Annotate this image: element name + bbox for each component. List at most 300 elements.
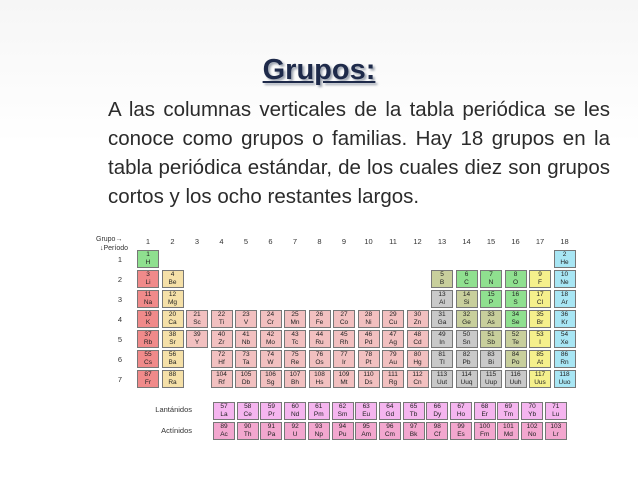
atomic-number: 38 [168,331,177,338]
element-cell [426,422,448,440]
element-cell [431,290,453,308]
element-cell [529,290,551,308]
element-cell [554,290,576,308]
element-cell [554,330,576,348]
atomic-number: 52 [511,331,520,338]
element-cell [456,350,478,368]
element-cell [431,310,453,328]
element-cell [308,402,330,420]
element-cell [162,370,184,388]
element-cell [505,370,527,388]
element-cell [162,350,184,368]
element-symbol: Tm [503,410,514,418]
element-cell [426,402,448,420]
element-symbol: Mg [167,298,178,306]
element-symbol: Sc [193,318,201,326]
atomic-number: 85 [536,351,544,358]
element-symbol: Po [511,358,520,366]
element-cell [284,310,306,328]
atomic-number: 88 [168,371,177,378]
atomic-number: 53 [536,331,544,338]
atomic-number: 108 [314,371,325,378]
atomic-number: 100 [479,423,491,430]
element-cell [284,350,306,368]
atomic-number: 31 [438,311,446,318]
element-symbol: Es [457,430,465,438]
element-cell [213,422,235,440]
element-cell [332,422,354,440]
atomic-number: 70 [528,403,536,410]
atomic-number: 80 [413,351,422,358]
element-cell [309,370,331,388]
atomic-number: 96 [386,423,394,430]
atomic-number: 71 [552,403,560,410]
element-symbol: Sm [337,410,348,418]
element-symbol: Ne [560,278,569,286]
element-symbol: As [487,318,495,326]
element-cell [260,422,282,440]
element-cell [211,310,233,328]
lanthanides-label: Lantánidos [155,405,192,414]
element-cell [137,270,159,288]
element-symbol: Hg [413,358,422,366]
atomic-number: 65 [409,403,418,410]
atomic-number: 36 [560,311,569,318]
atomic-number: 37 [144,331,152,338]
element-symbol: Ni [365,318,372,326]
atomic-number: 61 [315,403,323,410]
element-cell [260,310,282,328]
atomic-number: 112 [412,371,423,378]
element-cell [456,310,478,328]
element-cell [554,310,576,328]
element-symbol: Ru [315,338,324,346]
element-cell [474,422,496,440]
atomic-number: 40 [217,331,226,338]
group-number: 15 [486,237,496,246]
element-symbol: Rh [339,338,349,346]
element-cell [554,370,576,388]
element-symbol: W [267,358,274,366]
atomic-number: 105 [240,371,252,378]
atomic-number: 34 [511,311,520,318]
atomic-number: 1 [146,251,150,258]
element-symbol: He [560,258,569,266]
element-symbol: Li [145,278,151,286]
atomic-number: 8 [513,271,518,278]
element-symbol: Ta [242,358,250,366]
element-symbol: Md [503,430,513,438]
atomic-number: 5 [440,271,444,278]
element-symbol: Fe [315,318,324,326]
element-cell [456,290,478,308]
element-cell [480,290,502,308]
element-cell [211,350,233,368]
atomic-number: 75 [291,351,299,358]
atomic-number: 103 [550,423,562,430]
element-cell [431,330,453,348]
element-symbol: Kr [561,318,568,326]
element-cell [497,422,519,440]
atomic-number: 76 [315,351,324,358]
element-cell [403,422,425,440]
atomic-number: 21 [193,311,201,318]
atomic-number: 81 [438,351,446,358]
element-cell [358,330,380,348]
atomic-number: 57 [220,403,228,410]
period-number: 1 [117,255,123,264]
atomic-number: 23 [242,311,250,318]
element-symbol: Xe [560,338,569,346]
element-cell [260,370,282,388]
actinides-label: Actínidos [161,426,192,435]
element-symbol: Co [339,318,349,326]
atomic-number: 32 [462,311,471,318]
element-symbol: Mn [290,318,300,326]
element-symbol: Rn [560,358,569,366]
group-number: 16 [511,237,520,246]
atomic-number: 20 [168,311,177,318]
element-cell [333,330,355,348]
period-number: 4 [117,315,123,324]
group-number: 18 [560,237,569,246]
element-symbol: Rb [143,338,153,346]
element-cell [407,330,429,348]
element-cell [162,270,184,288]
atomic-number: 116 [510,371,521,378]
group-number: 2 [170,237,175,246]
element-cell [333,350,355,368]
element-cell [235,350,257,368]
element-symbol: Bh [291,378,299,386]
element-symbol: Ra [168,378,177,386]
atomic-number: 6 [464,271,469,278]
element-cell [456,370,478,388]
element-cell [505,330,527,348]
atomic-number: 4 [170,271,175,278]
atomic-number: 9 [538,271,542,278]
atomic-number: 92 [291,423,299,430]
element-cell [529,330,551,348]
element-symbol: Cn [413,378,422,386]
element-symbol: Yb [528,410,537,418]
atomic-number: 64 [386,403,394,410]
element-cell [358,350,380,368]
atomic-number: 44 [315,331,324,338]
period-number: 5 [117,335,123,344]
element-cell [260,350,282,368]
element-symbol: La [220,410,228,418]
element-symbol: Na [143,298,153,306]
element-cell [505,270,527,288]
element-cell [211,330,233,348]
group-number: 4 [219,237,224,246]
element-symbol: Cf [434,430,441,438]
atomic-number: 66 [433,403,441,410]
atomic-number: 113 [436,371,448,378]
atomic-number: 60 [291,403,299,410]
element-cell [309,350,331,368]
atomic-number: 117 [534,371,546,378]
group-number: 5 [243,237,249,246]
atomic-number: 115 [485,371,497,378]
atomic-number: 69 [504,403,512,410]
element-symbol: Ag [389,338,397,346]
element-cell [309,310,331,328]
element-symbol: Br [536,318,544,326]
atomic-number: 16 [511,291,520,298]
atomic-number: 17 [536,291,544,298]
atomic-number: 13 [438,291,446,298]
element-cell [235,370,257,388]
group-number: 10 [364,237,373,246]
element-cell [554,270,576,288]
element-symbol: Cu [388,318,398,326]
element-symbol: Nb [241,338,251,346]
element-cell [407,350,429,368]
element-cell [237,422,259,440]
atomic-number: 94 [338,423,347,430]
element-cell [382,370,404,388]
atomic-number: 33 [487,311,495,318]
element-symbol: Pd [364,338,373,346]
atomic-number: 56 [168,351,177,358]
atomic-number: 67 [457,403,465,410]
element-symbol: In [439,338,445,346]
atomic-number: 77 [340,351,348,358]
element-symbol: Zr [218,338,225,346]
atomic-number: 89 [220,423,228,430]
group-number: 1 [145,237,151,246]
atomic-number: 27 [340,311,348,318]
element-symbol: Np [314,430,323,438]
element-cell [358,370,380,388]
element-symbol: Si [463,298,470,306]
element-cell [235,310,257,328]
group-number: 9 [341,237,347,246]
element-cell [237,402,259,420]
element-symbol: Dy [433,410,442,418]
element-cell [480,330,502,348]
element-cell [284,402,306,420]
element-symbol: Cm [384,430,395,438]
element-symbol: Gd [385,410,395,418]
element-symbol: Tl [439,358,445,366]
element-cell [450,422,472,440]
period-number: 2 [117,275,123,284]
element-cell [382,310,404,328]
element-symbol: Uus [534,378,546,386]
element-symbol: Os [315,358,324,366]
element-cell [431,370,453,388]
element-symbol: C [464,278,469,286]
element-cell [358,310,380,328]
atomic-number: 46 [364,331,373,338]
element-cell [379,402,401,420]
element-cell [162,330,184,348]
element-cell [137,250,159,268]
element-symbol: V [243,318,249,326]
element-cell [403,402,425,420]
element-symbol: Hs [315,378,324,386]
element-cell [497,402,519,420]
atomic-number: 84 [511,351,520,358]
element-symbol: Cr [267,318,274,326]
atomic-number: 114 [461,371,472,378]
element-symbol: S [513,298,518,306]
atomic-number: 43 [291,331,299,338]
element-cell [137,310,159,328]
element-symbol: Be [168,278,177,286]
element-cell [333,370,355,388]
element-cell [474,402,496,420]
element-cell [529,310,551,328]
atomic-number: 82 [462,351,471,358]
period-axis-label: ↓Período [100,245,129,252]
atomic-number: 42 [266,331,275,338]
element-cell [137,350,159,368]
element-symbol: Uup [485,378,497,386]
element-symbol: Zn [413,318,422,326]
atomic-number: 106 [265,371,276,378]
element-symbol: Ge [462,318,471,326]
element-symbol: I [539,338,541,346]
element-symbol: Au [389,358,397,366]
element-cell [456,330,478,348]
element-cell [284,370,306,388]
element-symbol: Al [439,298,445,306]
element-symbol: Ir [342,358,346,366]
element-symbol: Uuo [558,378,571,386]
element-cell [382,350,404,368]
element-cell [480,350,502,368]
element-cell [554,350,576,368]
element-symbol: F [538,278,542,286]
group-number: 6 [268,237,273,246]
atomic-number: 18 [560,291,569,298]
element-symbol: Fm [479,430,490,438]
element-cell [456,270,478,288]
element-symbol: Pt [365,358,372,366]
atomic-number: 109 [338,371,350,378]
element-cell [407,370,429,388]
element-symbol: Cl [536,298,544,306]
atomic-number: 41 [242,331,250,338]
element-symbol: Ac [220,430,228,438]
atomic-number: 91 [267,423,275,430]
group-number: 14 [462,237,471,246]
element-cell [431,350,453,368]
element-symbol: Cd [413,338,422,346]
element-symbol: Ca [168,318,177,326]
atomic-number: 39 [193,331,201,338]
group-number: 7 [292,237,298,246]
element-symbol: Db [241,378,251,386]
atomic-number: 26 [315,311,324,318]
element-symbol: Re [290,358,300,366]
element-cell [407,310,429,328]
atomic-number: 73 [242,351,250,358]
atomic-number: 78 [364,351,373,358]
atomic-number: 63 [362,403,370,410]
atomic-number: 79 [389,351,397,358]
atomic-number: 68 [481,403,489,410]
element-cell [355,422,377,440]
element-symbol: Tb [409,410,418,418]
element-symbol: Pu [338,430,347,438]
element-cell [137,370,159,388]
element-cell [186,310,208,328]
element-symbol: Mt [340,378,348,386]
atomic-number: 12 [168,291,177,298]
atomic-number: 98 [433,423,441,430]
element-cell [137,330,159,348]
element-symbol: N [488,278,494,286]
element-cell [529,350,551,368]
atomic-number: 74 [266,351,275,358]
element-cell [505,290,527,308]
element-cell [186,330,208,348]
element-symbol: Sg [266,378,275,386]
atomic-number: 51 [487,331,495,338]
element-symbol: Ga [437,318,447,326]
atomic-number: 45 [340,331,348,338]
atomic-number: 2 [562,251,567,258]
atomic-number: 101 [502,423,514,430]
period-number: 6 [117,355,123,364]
group-axis-label: Grupo→ [96,236,123,243]
element-cell [382,330,404,348]
atomic-number: 72 [217,351,226,358]
element-cell [529,370,551,388]
element-cell [213,402,235,420]
element-symbol: Lu [552,410,560,418]
atomic-number: 15 [487,291,495,298]
element-symbol: Pa [267,430,276,438]
element-symbol: Bi [488,358,494,366]
element-cell [480,370,502,388]
element-symbol: Se [511,318,520,326]
atomic-number: 62 [338,403,347,410]
element-symbol: Am [361,430,372,438]
element-symbol: Rg [388,378,398,386]
period-number: 3 [117,295,123,304]
atomic-number: 93 [315,423,323,430]
atomic-number: 104 [216,371,227,378]
element-symbol: Y [194,338,200,346]
element-cell [332,402,354,420]
atomic-number: 22 [217,311,226,318]
element-symbol: U [292,430,298,438]
atomic-number: 25 [291,311,299,318]
element-symbol: Ba [168,358,177,366]
atomic-number: 7 [489,271,493,278]
element-symbol: At [536,358,544,366]
element-cell [505,310,527,328]
element-symbol: Nd [290,410,300,418]
element-symbol: Uuh [509,378,522,386]
element-symbol: Lr [552,430,559,438]
element-symbol: Pm [313,410,324,418]
element-cell [211,370,233,388]
element-symbol: Er [481,410,488,418]
atomic-number: 49 [438,331,446,338]
element-symbol: Bk [409,430,418,438]
element-symbol: B [439,278,445,286]
atomic-number: 48 [413,331,422,338]
atomic-number: 111 [388,371,398,378]
element-cell [308,422,330,440]
